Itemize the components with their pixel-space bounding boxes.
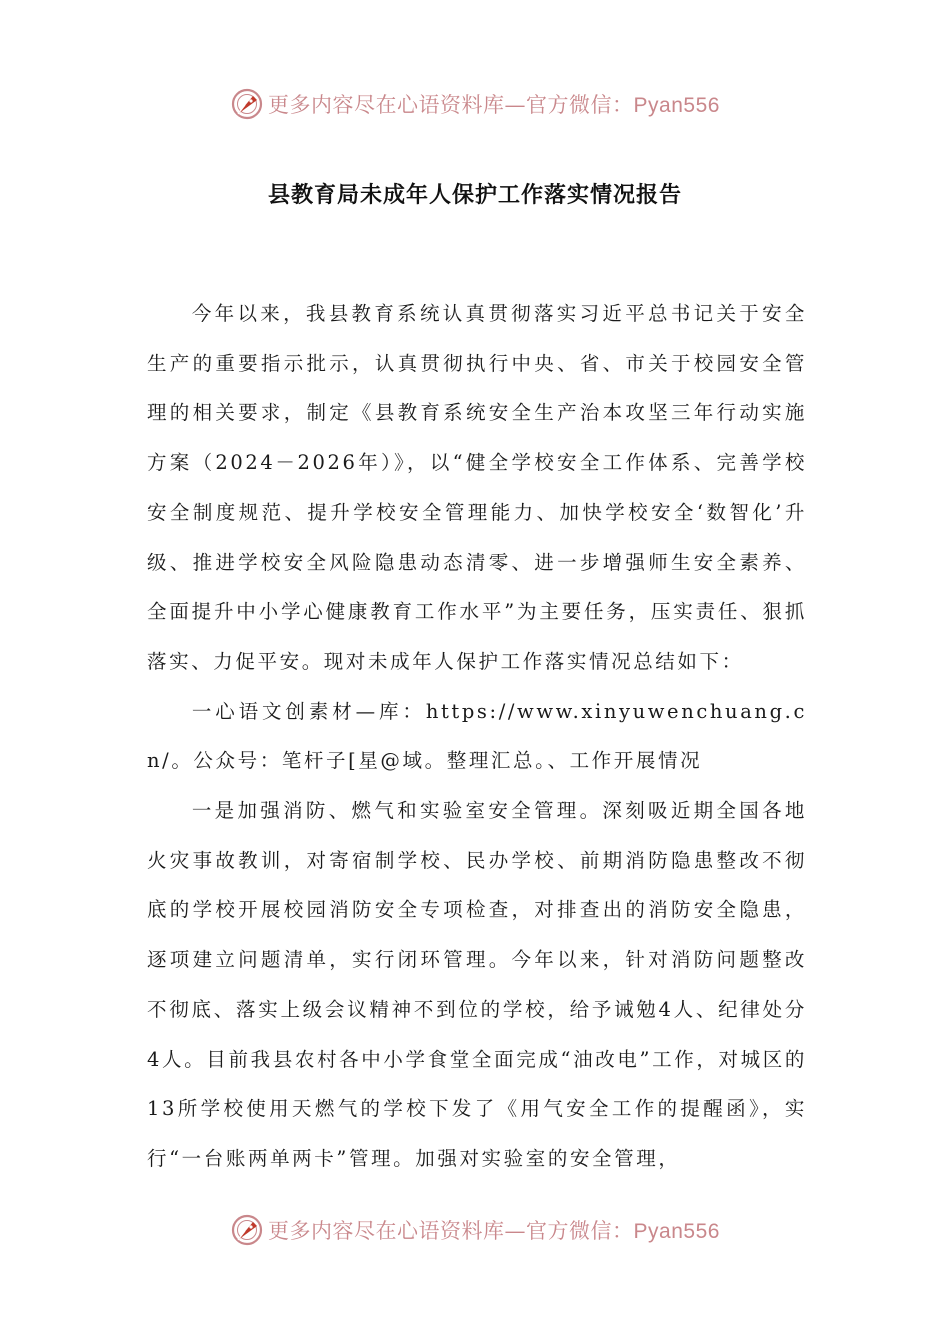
paragraph-intro: 今年以来，我县教育系统认真贯彻落实习近平总书记关于安全生产的重要指示批示，认真贯彻执行中央、省、市关于校园安全管理的相关要求，制定《县教育系统安全生产治本攻坚三年行动实施方案（2024－2026年）》，以“健全学校安全工作体系、完善学校安全制度规范、提升学校安全管理能力、加快学校安全‘数智化’升级、推进学校安全风险隐患动态清零、进一步增强师生安全素养、全面提升中小学心健康教育工作水平”为主要任务，压实责任、狠抓落实、力促平安。现对未成年人保护工作落实情况总结如下：	[147, 302, 807, 673]
page-title: 县教育局未成年人保护工作落实情况报告	[267, 183, 682, 208]
banner-wechat-label: 官方微信：	[526, 1219, 634, 1243]
banner-wechat-id: Pyan556	[633, 94, 720, 117]
paragraph-fire-gas-lab-safety: 一是加强消防、燃气和实验室安全管理。深刻吸近期全国各地火灾事故教训，对寄宿制学校、民办学校、前期消防隐患整改不彻底的学校开展校园消防安全专项检查，对排查出的消防安全隐患，逐项建立问题清单，实行闭环管理。今年以来，针对消防问题整改不彻底、落实上级会议精神不到位的学校，给予诫勉4人、纪律处分4人。目前我县农村各中小学食堂全面完成“油改电”工作，对城区的13所学校使用天燃气的学校下发了《用气安全工作的提醒函》，实行“一台账两单两卡”管理。加强对实验室的安全管理，	[147, 799, 807, 1170]
banner-wechat-id: Pyan556	[633, 1220, 720, 1243]
footer-watermark-banner	[0, 1206, 950, 1254]
banner-slogan: 更多内容尽在心语资料库	[268, 93, 505, 117]
banner-dash: —	[504, 1219, 527, 1243]
banner-text	[268, 89, 720, 119]
banner-text	[268, 1215, 720, 1245]
pen-nib-logo-icon	[230, 1213, 264, 1247]
pen-nib-logo-icon	[230, 87, 264, 121]
header-watermark-banner	[0, 80, 950, 128]
banner-wechat-label: 官方微信：	[526, 93, 634, 117]
banner-slogan: 更多内容尽在心语资料库	[268, 1219, 505, 1243]
document-body	[147, 289, 807, 1184]
paragraph-source-note: 一心语文创素材—库：https://www.xinyuwenchuang.cn/。公众号：笔杆子[星@域。整理汇总。、工作开展情况	[147, 699, 807, 773]
banner-dash: —	[504, 93, 527, 117]
